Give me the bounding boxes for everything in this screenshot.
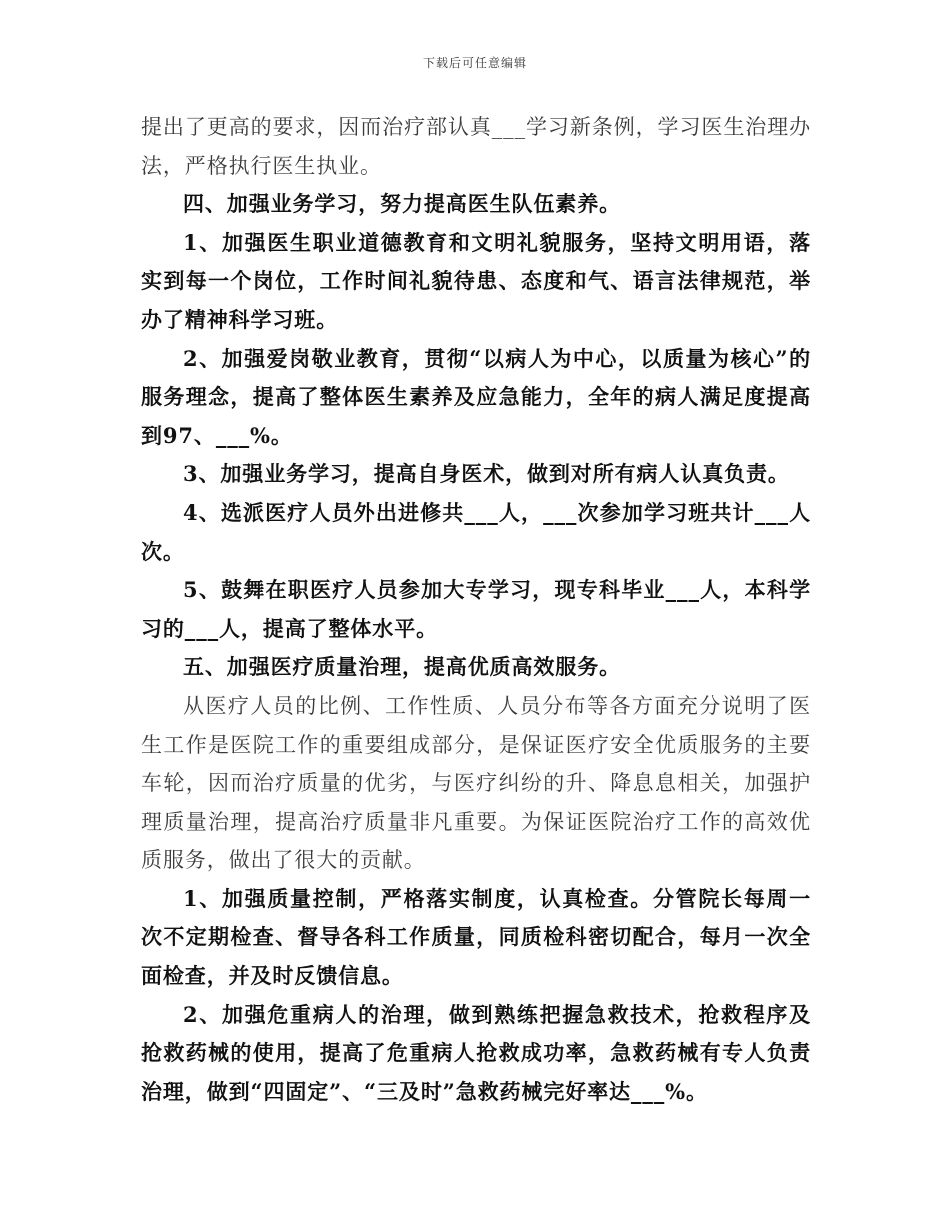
paragraph-continuation: 提出了更高的要求，因而治疗部认真___学习新条例，学习医生治理办法，严格执行医生执业。 (141, 115, 811, 178)
paragraph-item-5: 5、鼓舞在职医疗人员参加大专学习，现专科毕业___人，本科学习的___人，提高了整体水平。 (141, 577, 811, 641)
page-header: 下载后可任意编辑 (422, 56, 527, 70)
paragraph-item-2: 2、加强爱岗敬业教育，贯彻“以病人为中心，以质量为核心”的服务理念，提高了整体医生素养及应急能力，全年的病人满足度提高到97、___%。 (141, 345, 811, 448)
paragraph-item-4: 4、选派医疗人员外出进修共___人，___次参加学习班共计___人次。 (141, 499, 811, 564)
section-heading-five: 五、加强医疗质量治理，提高优质高效服务。 (183, 654, 621, 680)
paragraph-item-3: 3、加强业务学习，提高自身医术，做到对所有病人认真负责。 (183, 461, 790, 487)
paragraph-intro: 从医疗人员的比例、工作性质、人员分布等各方面充分说明了医生工作是医院工作的重要组成部分，是保证医疗安全优质服务的主要车轮，因而治疗质量的优劣，与医疗纠纷的升、降息息相关，加强护理质量治理，提高治疗质量非凡重要。为保证医院治疗工作的高效优质服务，做出了很大的贡献。 (141, 693, 811, 873)
section-heading-four: 四、加强业务学习，努力提高医生队伍素养。 (183, 191, 621, 217)
paragraph-quality-1: 1、加强质量控制，严格落实制度，认真检查。分管院长每周一次不定期检查、督导各科工作质量，同质检科密切配合，每月一次全面检查，并及时反馈信息。 (141, 885, 811, 989)
paragraph-quality-2: 2、加强危重病人的治理，做到熟练把握急救技术，抢救程序及抢救药械的使用，提高了危重病人抢救成功率，急救药械有专人负责治理，做到“四固定”、“三及时”急救药械完好率达___%。 (141, 1001, 811, 1104)
paragraph-item-1: 1、加强医生职业道德教育和文明礼貌服务，坚持文明用语，落实到每一个岗位，工作时间礼貌待患、态度和气、语言法律规范，举办了精神科学习班。 (141, 229, 811, 332)
document-body (141, 108, 811, 1111)
